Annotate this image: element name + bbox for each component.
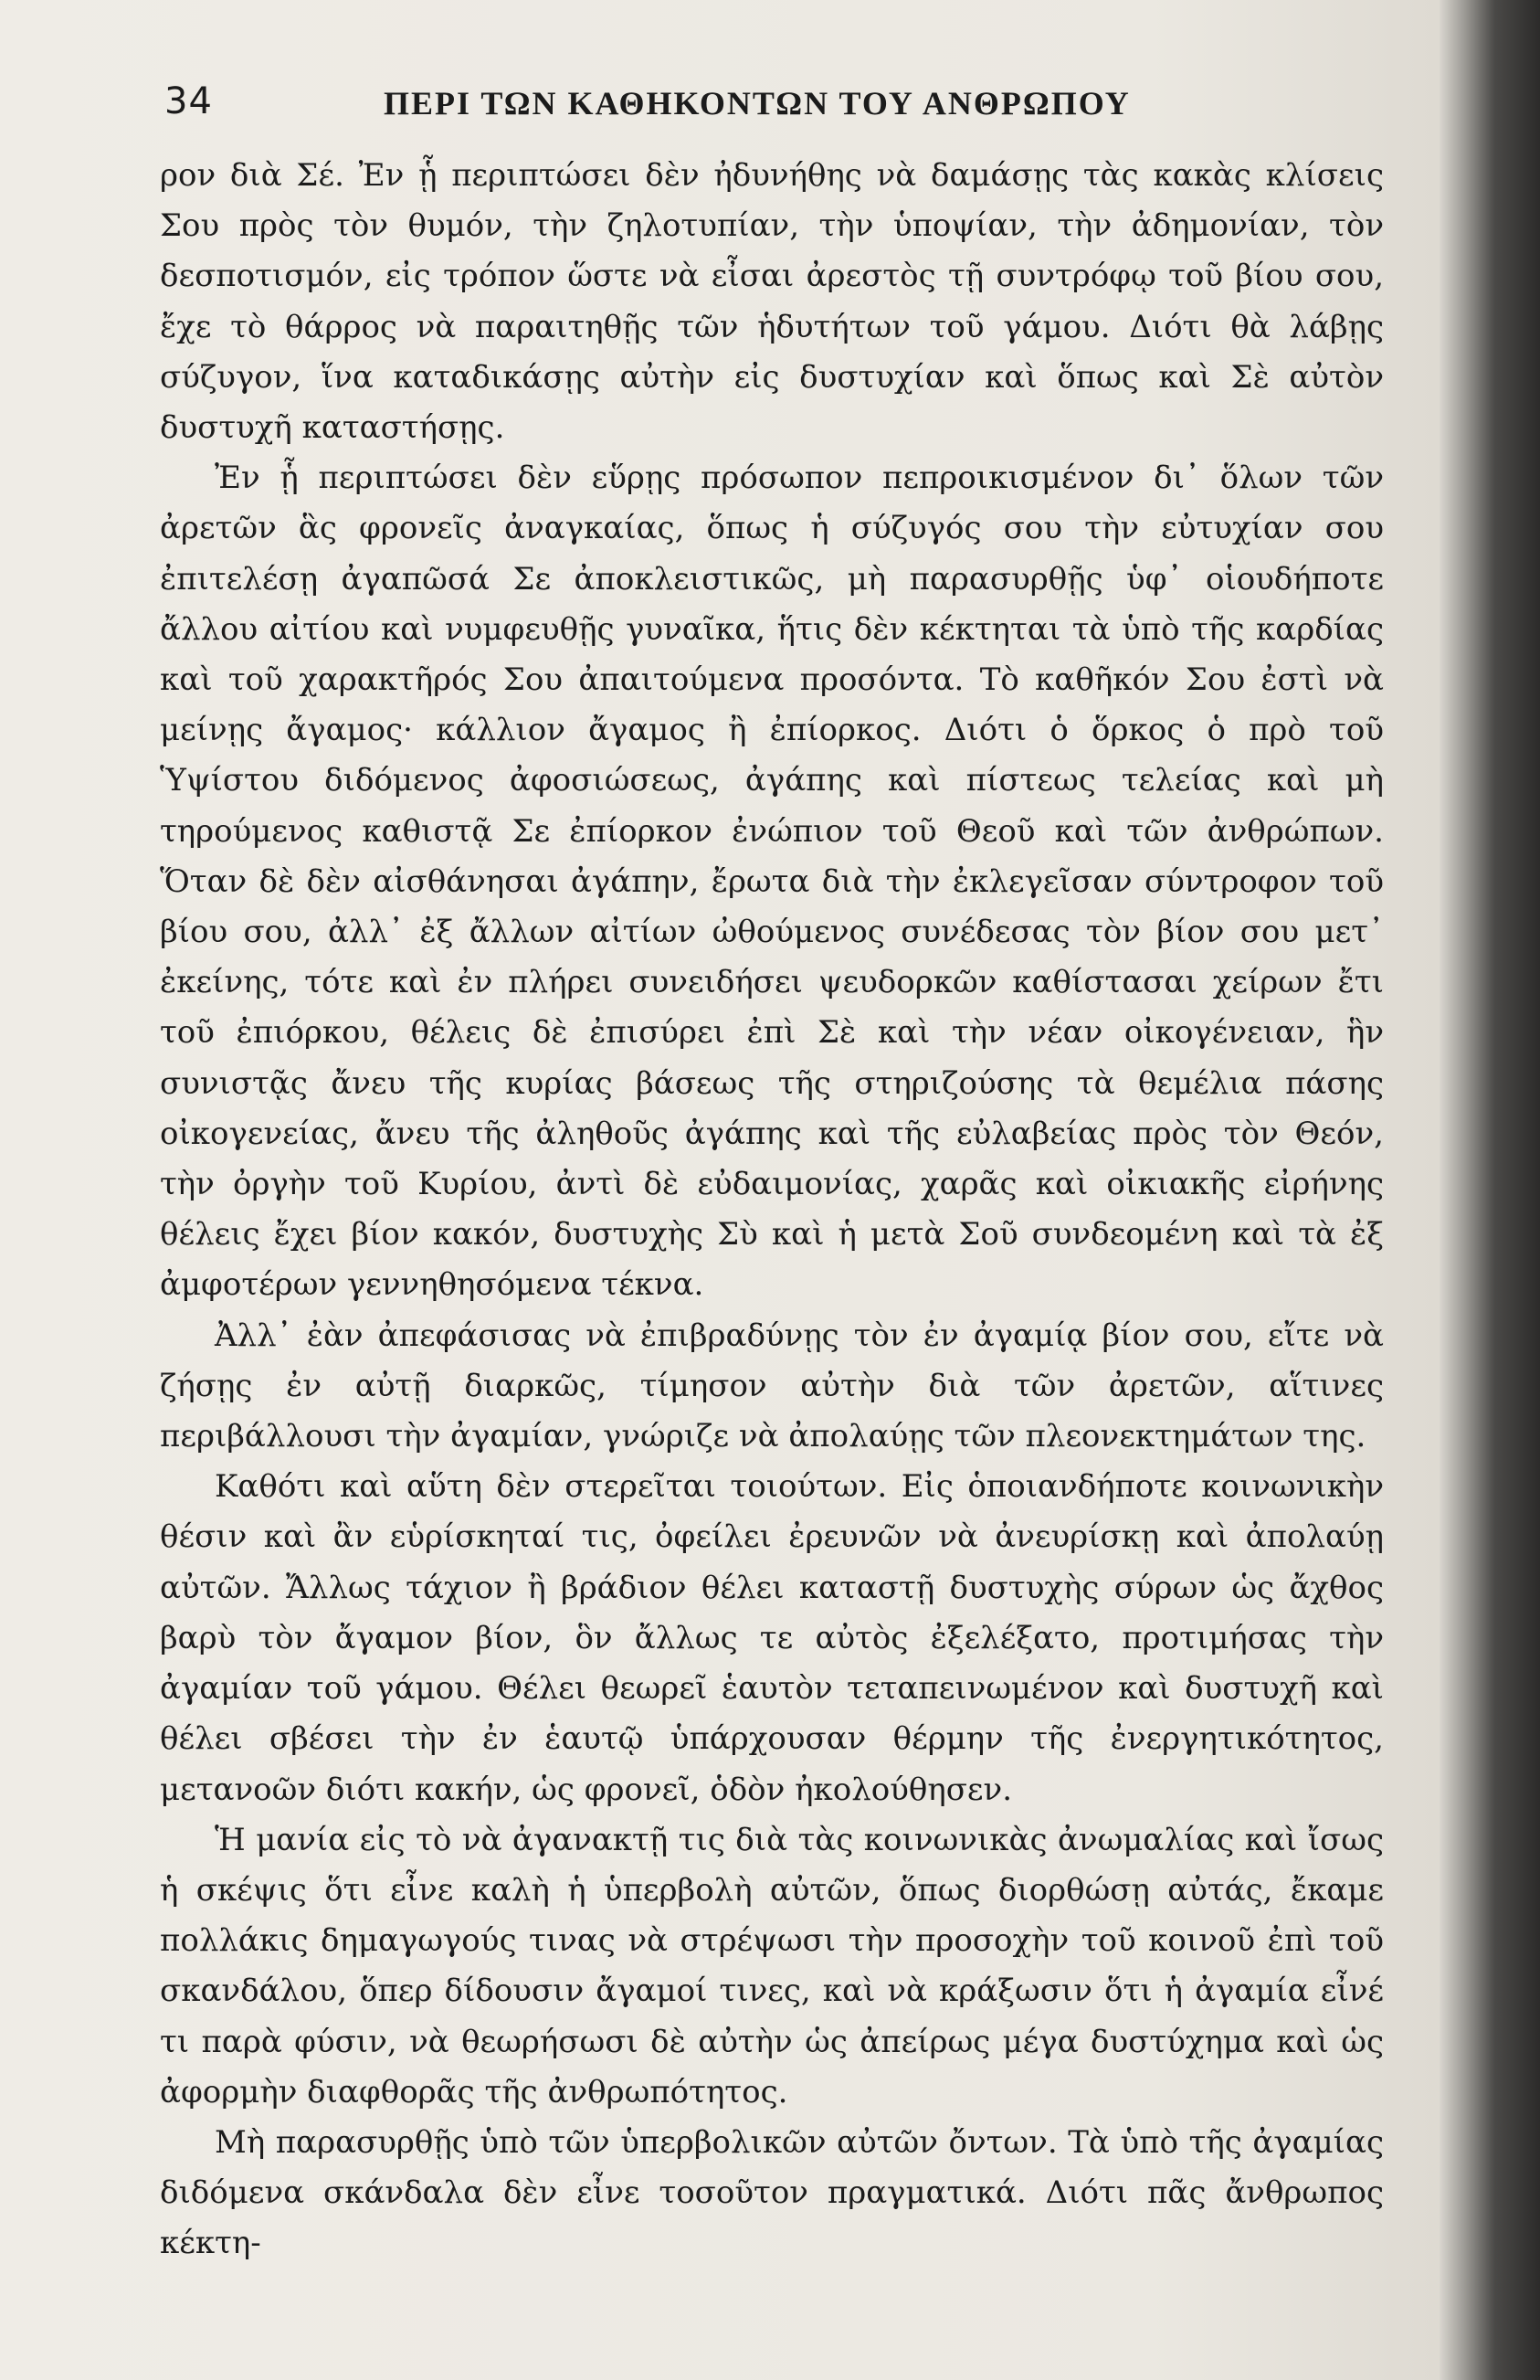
body-text (160, 151, 1384, 2269)
running-title: ΠΕΡΙ ΤΩΝ ΚΑΘΗΚΟΝΤΩΝ ΤΟΥ ΑΝΘΡΩΠΟΥ (384, 85, 1131, 122)
paragraph: Ἐν ᾗ περιπτώσει δὲν εὕρῃς πρόσωπον πεπροικισμένον δι᾽ ὅλων τῶν ἀρετῶν ἃς φρονεῖς ἀναγκαίας, ὅπως ἡ σύζυγός σου τὴν εὐτυχίαν σου ἐπιτελέσῃ ἀγαπῶσά Σε ἀποκλειστικῶς, μὴ παρασυρθῇς ὑφ᾽ οἱουδήποτε ἄλλου αἰτίου καὶ νυμφευθῇς γυναῖκα, ἥτις δὲν κέκτηται τὰ ὑπὸ τῆς καρδίας καὶ τοῦ χαρακτῆρός Σου ἀπαιτούμενα προσόντα. Τὸ καθῆκόν Σου ἐστὶ νὰ μείνῃς ἄγαμος· κάλλιον ἄγαμος ἢ ἐπίορκος. Διότι ὁ ὅρκος ὁ πρὸ τοῦ Ὑψίστου διδόμενος ἀφοσιώσεως, ἀγάπης καὶ πίστεως τελείας καὶ μὴ τηρούμενος καθιστᾷ Σε ἐπίορκον ἐνώπιον τοῦ Θεοῦ καὶ τῶν ἀνθρώπων. Ὅταν δὲ δὲν αἰσθάνησαι ἀγάπην, ἔρωτα διὰ τὴν ἐκλεγεῖσαν σύντροφον τοῦ βίου σου, ἀλλ᾽ ἐξ ἄλλων αἰτίων ὠθούμενος συνέδεσας τὸν βίον σου μετ᾽ ἐκείνης, τότε καὶ ἐν πλήρει συνειδήσει ψευδορκῶν καθίστασαι χείρων ἔτι τοῦ ἐπιόρκου, θέλεις δὲ ἐπισύρει ἐπὶ Σὲ καὶ τὴν νέαν οἰκογένειαν, ἣν συνιστᾷς ἄνευ τῆς κυρίας βάσεως τῆς στηριζούσης τὰ θεμέλια πάσης οἰκογενείας, ἄνευ τῆς ἀληθοῦς ἀγάπης καὶ τῆς εὐλαβείας πρὸς τὸν Θεόν, τὴν ὀργὴν τοῦ Κυρίου, ἀντὶ δὲ εὐδαιμονίας, χαρᾶς καὶ οἰκιακῆς εἰρήνης θέλεις ἔχει βίον κακόν, δυστυχὴς Σὺ καὶ ἡ μετὰ Σοῦ συνδεομένη καὶ τὰ ἐξ ἀμφοτέρων γεννηθησόμενα τέκνα. (160, 460, 1384, 1304)
running-head (164, 80, 1388, 135)
paragraph-continuation: ρον διὰ Σέ. Ἐν ᾗ περιπτώσει δὲν ἠδυνήθης νὰ δαμάσῃς τὰς κακὰς κλίσεις Σου πρὸς τὸν θυμόν, τὴν ζηλοτυπίαν, τὴν ὑποψίαν, τὴν ἀδημονίαν, τὸν δεσποτισμόν, εἰς τρόπον ὥστε νὰ εἶσαι ἀρεστὸς τῇ συντρόφῳ τοῦ βίου σου, ἔχε τὸ θάρρος νὰ παραιτηθῇς τῶν ἡδυτήτων τοῦ γάμου. Διότι θὰ λάβῃς σύζυγον, ἵνα καταδικάσῃς αὐτὴν εἰς δυστυχίαν καὶ ὅπως καὶ Σὲ αὐτὸν δυστυχῆ καταστήσῃς. (160, 157, 1384, 447)
paragraph: Ἀλλ᾽ ἐὰν ἀπεφάσισας νὰ ἐπιβραδύνῃς τὸν ἐν ἀγαμίᾳ βίον σου, εἴτε νὰ ζήσῃς ἐν αὐτῇ διαρκῶς, τίμησον αὐτὴν διὰ τῶν ἀρετῶν, αἵτινες περιβάλλουσι τὴν ἀγαμίαν, γνώριζε νὰ ἀπολαύῃς τῶν πλεονεκτημάτων της. (160, 1317, 1384, 1455)
scan-edge-shadow (1440, 0, 1540, 2380)
paragraph: Καθότι καὶ αὕτη δὲν στερεῖται τοιούτων. Εἰς ὁποιανδήποτε κοινωνικὴν θέσιν καὶ ἂν εὑρίσκηταί τις, ὀφείλει ἐρευνῶν νὰ ἀνευρίσκῃ καὶ ἀπολαύῃ αὐτῶν. Ἄλλως τάχιον ἢ βράδιον θέλει καταστῇ δυστυχὴς σύρων ὡς ἄχθος βαρὺ τὸν ἄγαμον βίον, ὃν ἄλλως τε αὐτὸς ἐξελέξατο, προτιμήσας τὴν ἀγαμίαν τοῦ γάμου. Θέλει θεωρεῖ ἑαυτὸν τεταπεινωμένον καὶ δυστυχῆ καὶ θέλει σβέσει τὴν ἐν ἑαυτῷ ὑπάρχουσαν θέρμην τῆς ἐνεργητικότητος, μετανοῶν διότι κακήν, ὡς φρονεῖ, ὁδὸν ἠκολούθησεν. (160, 1468, 1384, 1808)
paragraph: Μὴ παρασυρθῇς ὑπὸ τῶν ὑπερβολικῶν αὐτῶν ὄντων. Τὰ ὑπὸ τῆς ἀγαμίας διδόμενα σκάνδαλα δὲν εἶνε τοσοῦτον πραγματικά. Διότι πᾶς ἄνθρωπος κέκτη- (160, 2123, 1384, 2262)
paragraph: Ἡ μανία εἰς τὸ νὰ ἀγανακτῇ τις διὰ τὰς κοινωνικὰς ἀνωμαλίας καὶ ἴσως ἡ σκέψις ὅτι εἶνε καλὴ ἡ ὑπερβολὴ αὐτῶν, ὅπως διορθώσῃ αὐτάς, ἔκαμε πολλάκις δημαγωγούς τινας νὰ στρέψωσι τὴν προσοχὴν τοῦ κοινοῦ ἐπὶ τοῦ σκανδάλου, ὅπερ δίδουσιν ἄγαμοί τινες, καὶ νὰ κράξωσιν ὅτι ἡ ἀγαμία εἶνέ τι παρὰ φύσιν, νὰ θεωρήσωσι δὲ αὐτὴν ὡς ἀπείρως μέγα δυστύχημα καὶ ὡς ἀφορμὴν διαφθορᾶς τῆς ἀνθρωπότητος. (160, 1821, 1384, 2110)
page-number: 34 (164, 80, 213, 122)
